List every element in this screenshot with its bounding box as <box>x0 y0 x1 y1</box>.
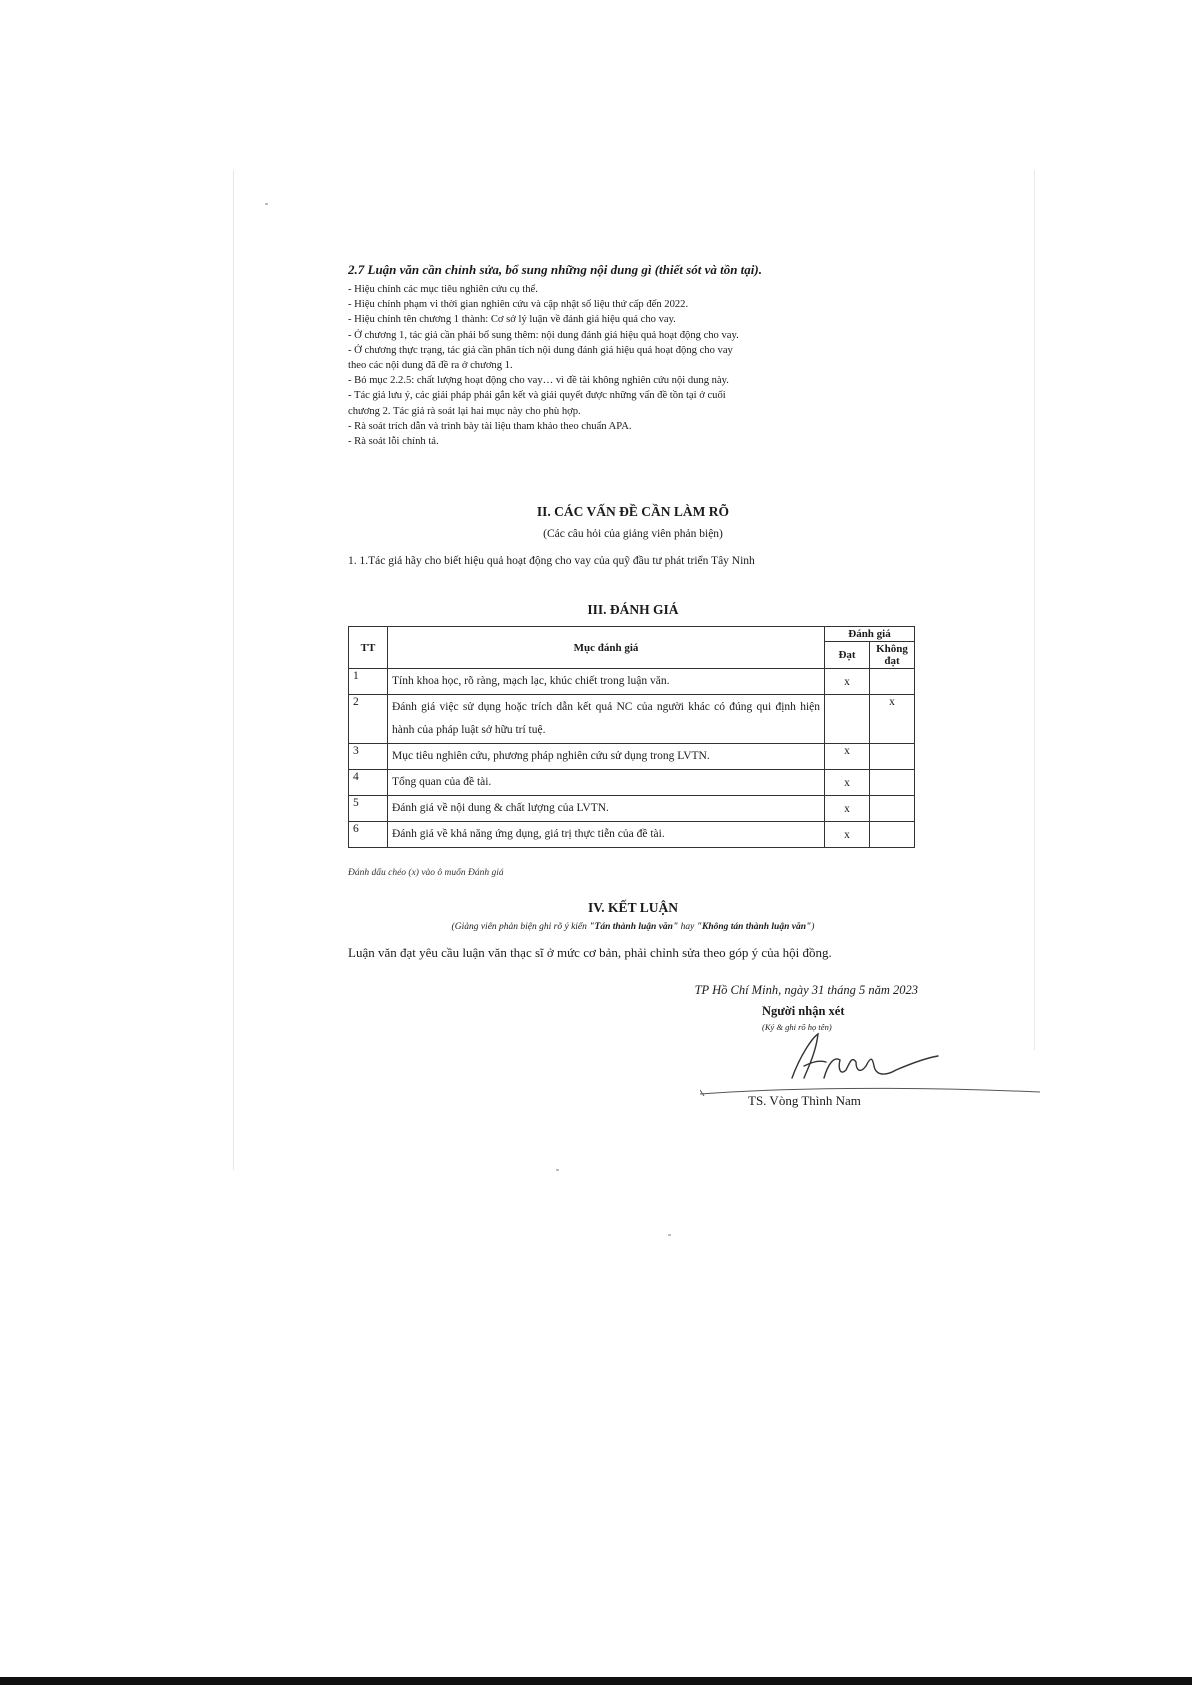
table-row <box>349 669 915 695</box>
row-criteria: Mục tiêu nghiên cứu, phương pháp nghiên cứu sử dụng trong LVTN. <box>388 744 825 770</box>
fail-mark <box>870 796 915 822</box>
row-criteria: Tính khoa học, rõ ràng, mạch lạc, khúc chiết trong luận văn. <box>388 669 825 695</box>
pass-mark: x <box>825 669 870 695</box>
scan-bottom-edge <box>0 1677 1192 1685</box>
row-criteria: Đánh giá về nội dung & chất lượng của LVTN. <box>388 796 825 822</box>
conclusion-instruction <box>348 922 918 932</box>
row-number: 6 <box>349 822 388 848</box>
fail-mark <box>870 744 915 770</box>
revision-line: - Ở chương 1, tác giả cần phải bổ sung thêm: nội dung đánh giá hiệu quả hoạt động cho vay. <box>348 329 739 341</box>
col-group-header: Đánh giá <box>825 627 915 642</box>
instruction-prefix: (Giảng viên phản biện ghi rõ ý kiến <box>451 922 590 932</box>
instruction-reject: "Không tán thành luận văn" <box>696 922 812 932</box>
reviewer-question: 1. 1.Tác giả hãy cho biết hiệu quả hoạt động cho vay của quỹ đầu tư phát triển Tây Ninh <box>348 555 755 567</box>
issues-subheading: (Các câu hỏi của giảng viên phản biện) <box>543 528 723 540</box>
signing-date: TP Hồ Chí Minh, ngày 31 tháng 5 năm 2023 <box>694 983 918 997</box>
pass-mark <box>825 695 870 744</box>
row-number: 2 <box>349 695 388 744</box>
instruction-suffix: ) <box>811 922 815 932</box>
evaluation-heading: III. ĐÁNH GIÁ <box>587 602 679 617</box>
revision-line: - Tác giả lưu ý, các giải pháp phải gắn kết và giải quyết được những vấn đề tồn tại ở cuối <box>348 390 726 402</box>
pass-mark: x <box>825 822 870 848</box>
reviewer-role: Người nhận xét <box>762 1004 845 1018</box>
fail-mark <box>870 770 915 796</box>
col-pass-header: Đạt <box>825 642 870 669</box>
instruction-mid: hay <box>678 922 697 932</box>
handwritten-signature <box>700 1026 1040 1096</box>
scan-speck <box>556 1169 559 1171</box>
fail-mark: x <box>870 695 915 744</box>
conclusion-text: Luận văn đạt yêu cầu luận văn thạc sĩ ở mức cơ bản, phải chỉnh sửa theo góp ý của hội đồng. <box>348 945 832 960</box>
table-row <box>349 770 915 796</box>
revision-line: - Bỏ mục 2.2.5: chất lượng hoạt động cho vay… vì đề tài không nghiên cứu nội dung này. <box>348 375 729 387</box>
revision-line: - Rà soát lỗi chính tả. <box>348 436 439 448</box>
revision-line: - Hiệu chỉnh phạm vi thời gian nghiên cứu và cập nhật số liệu thứ cấp đến 2022. <box>348 299 689 311</box>
table-header-row <box>349 627 915 642</box>
pass-mark: x <box>825 770 870 796</box>
scan-speck <box>265 203 268 205</box>
col-fail-header: Không đạt <box>870 642 915 669</box>
row-number: 1 <box>349 669 388 695</box>
reviewer-name: TS. Vòng Thình Nam <box>748 1093 861 1108</box>
scan-speck <box>668 1234 671 1236</box>
table-row <box>349 744 915 770</box>
row-number: 3 <box>349 744 388 770</box>
pass-mark: x <box>825 796 870 822</box>
signature-hint: (Ký & ghi rõ họ tên) <box>762 1022 832 1032</box>
col-tt-header: TT <box>349 627 388 669</box>
row-number: 5 <box>349 796 388 822</box>
revision-line: chương 2. Tác giả rà soát lại hai mục này cho phù hợp. <box>348 405 581 417</box>
pass-mark: x <box>825 744 870 770</box>
revision-line: - Hiệu chỉnh tên chương 1 thành: Cơ sở lý luận về đánh giá hiệu quả cho vay. <box>348 314 676 326</box>
conclusion-heading: IV. KẾT LUẬN <box>588 900 678 915</box>
instruction-approve: "Tán thành luận văn" <box>589 922 679 932</box>
section-2-7-title: 2.7 Luận văn cần chỉnh sửa, bổ sung những nội dung gì (thiết sót và tồn tại). <box>348 262 762 277</box>
revision-line: - Hiệu chỉnh các mục tiêu nghiên cứu cụ thể. <box>348 284 538 295</box>
row-criteria: Đánh giá về khả năng ứng dụng, giá trị thực tiễn của đề tài. <box>388 822 825 848</box>
revision-line: - Ở chương thực trạng, tác giả cần phân tích nội dung đánh giá hiệu quả hoạt động cho vay <box>348 344 733 356</box>
fail-mark <box>870 669 915 695</box>
col-criteria-header: Mục đánh giá <box>388 627 825 669</box>
scan-edge-right <box>1034 170 1035 1050</box>
revision-line: theo các nội dung đã đề ra ở chương 1. <box>348 360 513 372</box>
fail-mark <box>870 822 915 848</box>
table-row <box>349 822 915 848</box>
evaluation-note: Đánh dấu chéo (x) vào ô muốn Đánh giá <box>348 868 504 878</box>
revision-line: - Rà soát trích dẫn và trình bày tài liệu tham khảo theo chuẩn APA. <box>348 420 632 432</box>
row-criteria: Tổng quan của đề tài. <box>388 770 825 796</box>
evaluation-table <box>348 626 915 848</box>
scan-edge-left <box>233 170 234 1170</box>
issues-heading: II. CÁC VẤN ĐỀ CẦN LÀM RÕ <box>536 504 730 519</box>
row-number: 4 <box>349 770 388 796</box>
row-criteria: Đánh giá việc sử dụng hoặc trích dẫn kết quả NC của người khác có đúng qui định hiện hành của pháp luật sở hữu trí tuệ. <box>388 695 825 744</box>
section-2-7 <box>348 262 918 449</box>
table-row <box>349 695 915 744</box>
table-row <box>349 796 915 822</box>
